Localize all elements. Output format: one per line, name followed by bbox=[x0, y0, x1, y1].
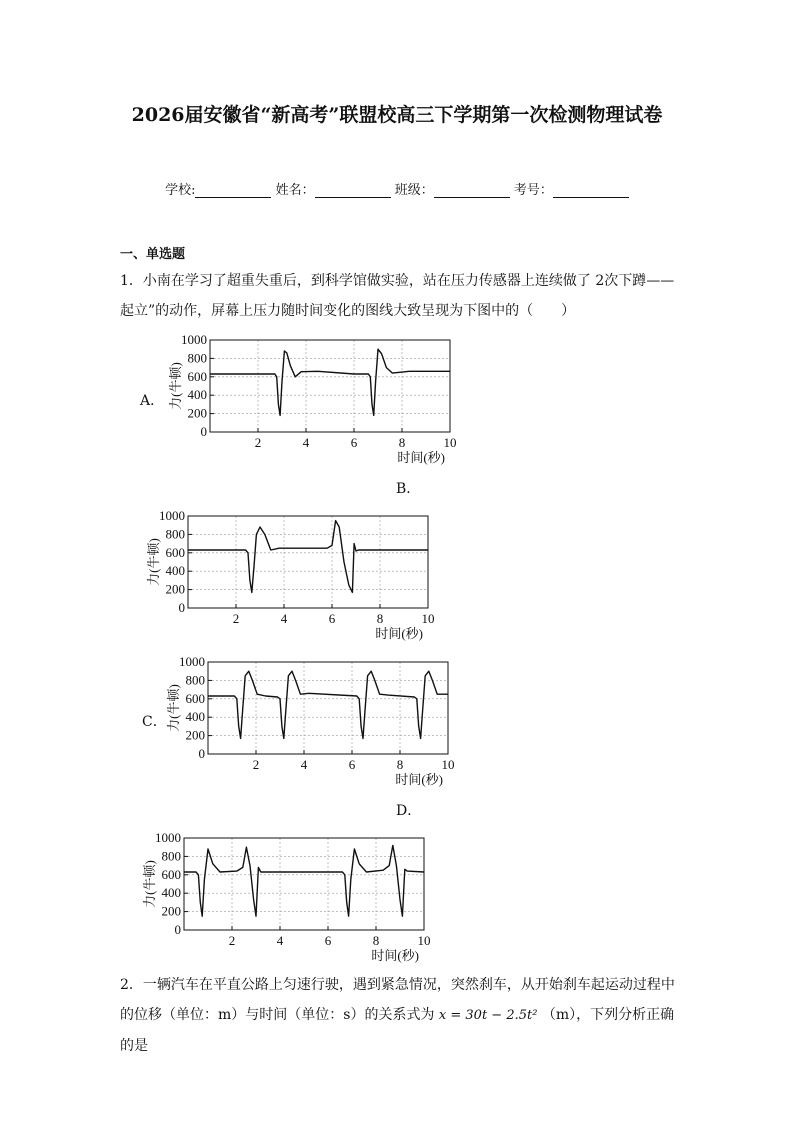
x-tick-label: 6 bbox=[328, 611, 336, 626]
x-tick-label: 10 bbox=[441, 757, 455, 772]
y-tick-label: 0 bbox=[200, 424, 207, 439]
school-label: 学校: bbox=[165, 183, 196, 198]
y-tick-label: 1000 bbox=[181, 332, 207, 347]
class-label: 班级： bbox=[394, 183, 434, 198]
x-tick-label: 6 bbox=[348, 757, 356, 772]
x-tick-label: 2 bbox=[228, 933, 236, 948]
question-2 bbox=[120, 970, 676, 1061]
force-series-line bbox=[208, 671, 448, 738]
y-tick-label: 600 bbox=[187, 368, 207, 384]
x-tick-label: 10 bbox=[417, 933, 431, 948]
name-label: 姓名： bbox=[275, 183, 315, 198]
plot-frame bbox=[184, 838, 424, 930]
y-tick-label: 400 bbox=[161, 885, 181, 901]
force-series-line bbox=[210, 349, 450, 415]
exam-no-label: 考号： bbox=[513, 183, 553, 198]
x-tick-label: 8 bbox=[398, 435, 406, 450]
option-d-label: D． bbox=[396, 803, 422, 819]
y-axis-label: 力(牛顿) bbox=[146, 538, 161, 586]
x-axis-label: 时间(秒) bbox=[375, 626, 423, 641]
y-axis-label: 力(牛顿) bbox=[166, 684, 181, 732]
school-blank bbox=[195, 183, 271, 198]
y-tick-label: 1000 bbox=[179, 654, 205, 669]
x-tick-label: 8 bbox=[372, 933, 380, 948]
y-tick-label: 0 bbox=[178, 600, 185, 615]
page-title: 2026届安徽省“新高考”联盟校高三下学期第一次检测物理试卷 bbox=[131, 104, 663, 126]
question-2-line-1: 2．一辆汽车在平直公路上匀速行驶，遇到紧急情况，突然刹车，从开始刹车起运动过程中 bbox=[120, 977, 675, 993]
y-tick-label: 800 bbox=[165, 526, 185, 542]
question-1-line-2: 起立”的动作，屏幕上压力随时间变化的图线大致呈现为下图中的（ ） bbox=[120, 303, 576, 319]
x-tick-label: 6 bbox=[350, 435, 358, 450]
student-info-line bbox=[0, 179, 794, 198]
y-tick-label: 800 bbox=[185, 672, 205, 688]
force-series-line bbox=[188, 521, 428, 593]
x-tick-label: 10 bbox=[443, 435, 457, 450]
y-tick-label: 800 bbox=[187, 350, 207, 366]
question-1-line-1: 1．小南在学习了超重失重后，到科学馆做实验，站在压力传感器上连续做了 2次下蹲—— bbox=[120, 273, 675, 289]
x-tick-label: 2 bbox=[254, 435, 262, 450]
question-2-line-2 bbox=[120, 1000, 676, 1061]
y-tick-label: 400 bbox=[185, 709, 205, 725]
chart-option-d bbox=[124, 830, 444, 965]
name-blank bbox=[315, 183, 391, 198]
x-tick-label: 8 bbox=[396, 757, 404, 772]
x-tick-label: 10 bbox=[421, 611, 435, 626]
y-tick-label: 0 bbox=[198, 746, 205, 761]
exam-no-blank bbox=[553, 183, 629, 198]
option-a-label: A． bbox=[140, 393, 165, 409]
x-tick-label: 4 bbox=[276, 933, 284, 948]
x-tick-label: 4 bbox=[280, 611, 288, 626]
x-tick-label: 2 bbox=[232, 611, 240, 626]
x-axis-label: 时间(秒) bbox=[395, 772, 443, 787]
y-tick-label: 200 bbox=[165, 581, 185, 597]
question-2-line-2-post: （m），下列分析正确的是 bbox=[120, 1007, 675, 1054]
class-blank bbox=[434, 183, 510, 198]
y-tick-label: 1000 bbox=[159, 508, 185, 523]
y-tick-label: 800 bbox=[161, 848, 181, 864]
y-tick-label: 400 bbox=[165, 563, 185, 579]
plot-frame bbox=[210, 340, 450, 432]
plot-frame bbox=[208, 662, 448, 754]
plot-frame bbox=[188, 516, 428, 608]
chart-option-a bbox=[150, 332, 470, 467]
y-tick-label: 0 bbox=[174, 922, 181, 937]
y-tick-label: 600 bbox=[161, 866, 181, 882]
y-axis-label: 力(牛顿) bbox=[142, 860, 157, 908]
x-tick-label: 6 bbox=[324, 933, 332, 948]
chart-option-c bbox=[148, 654, 468, 789]
x-axis-label: 时间(秒) bbox=[371, 948, 419, 963]
x-axis-label: 时间(秒) bbox=[397, 450, 445, 465]
option-b-label: B． bbox=[396, 481, 421, 497]
force-series-line bbox=[184, 845, 424, 916]
x-tick-label: 4 bbox=[300, 757, 308, 772]
y-axis-label: 力(牛顿) bbox=[168, 362, 183, 410]
y-tick-label: 200 bbox=[185, 727, 205, 743]
y-tick-label: 600 bbox=[185, 690, 205, 706]
section-heading: 一、单选题 bbox=[120, 247, 186, 262]
y-tick-label: 400 bbox=[187, 387, 207, 403]
question-2-line-2-pre: 的位移（单位：m）与时间（单位：s）的关系式为 bbox=[120, 1007, 435, 1023]
chart-option-b bbox=[128, 508, 448, 643]
y-tick-label: 600 bbox=[165, 544, 185, 560]
option-c-label: C． bbox=[142, 714, 167, 730]
x-tick-label: 2 bbox=[252, 757, 260, 772]
y-tick-label: 200 bbox=[187, 405, 207, 421]
y-tick-label: 200 bbox=[161, 903, 181, 919]
question-1 bbox=[120, 266, 676, 326]
x-tick-label: 4 bbox=[302, 435, 310, 450]
y-tick-label: 1000 bbox=[155, 830, 181, 845]
x-tick-label: 8 bbox=[376, 611, 384, 626]
question-2-formula: x = 30t − 2.5t² bbox=[438, 1008, 538, 1023]
